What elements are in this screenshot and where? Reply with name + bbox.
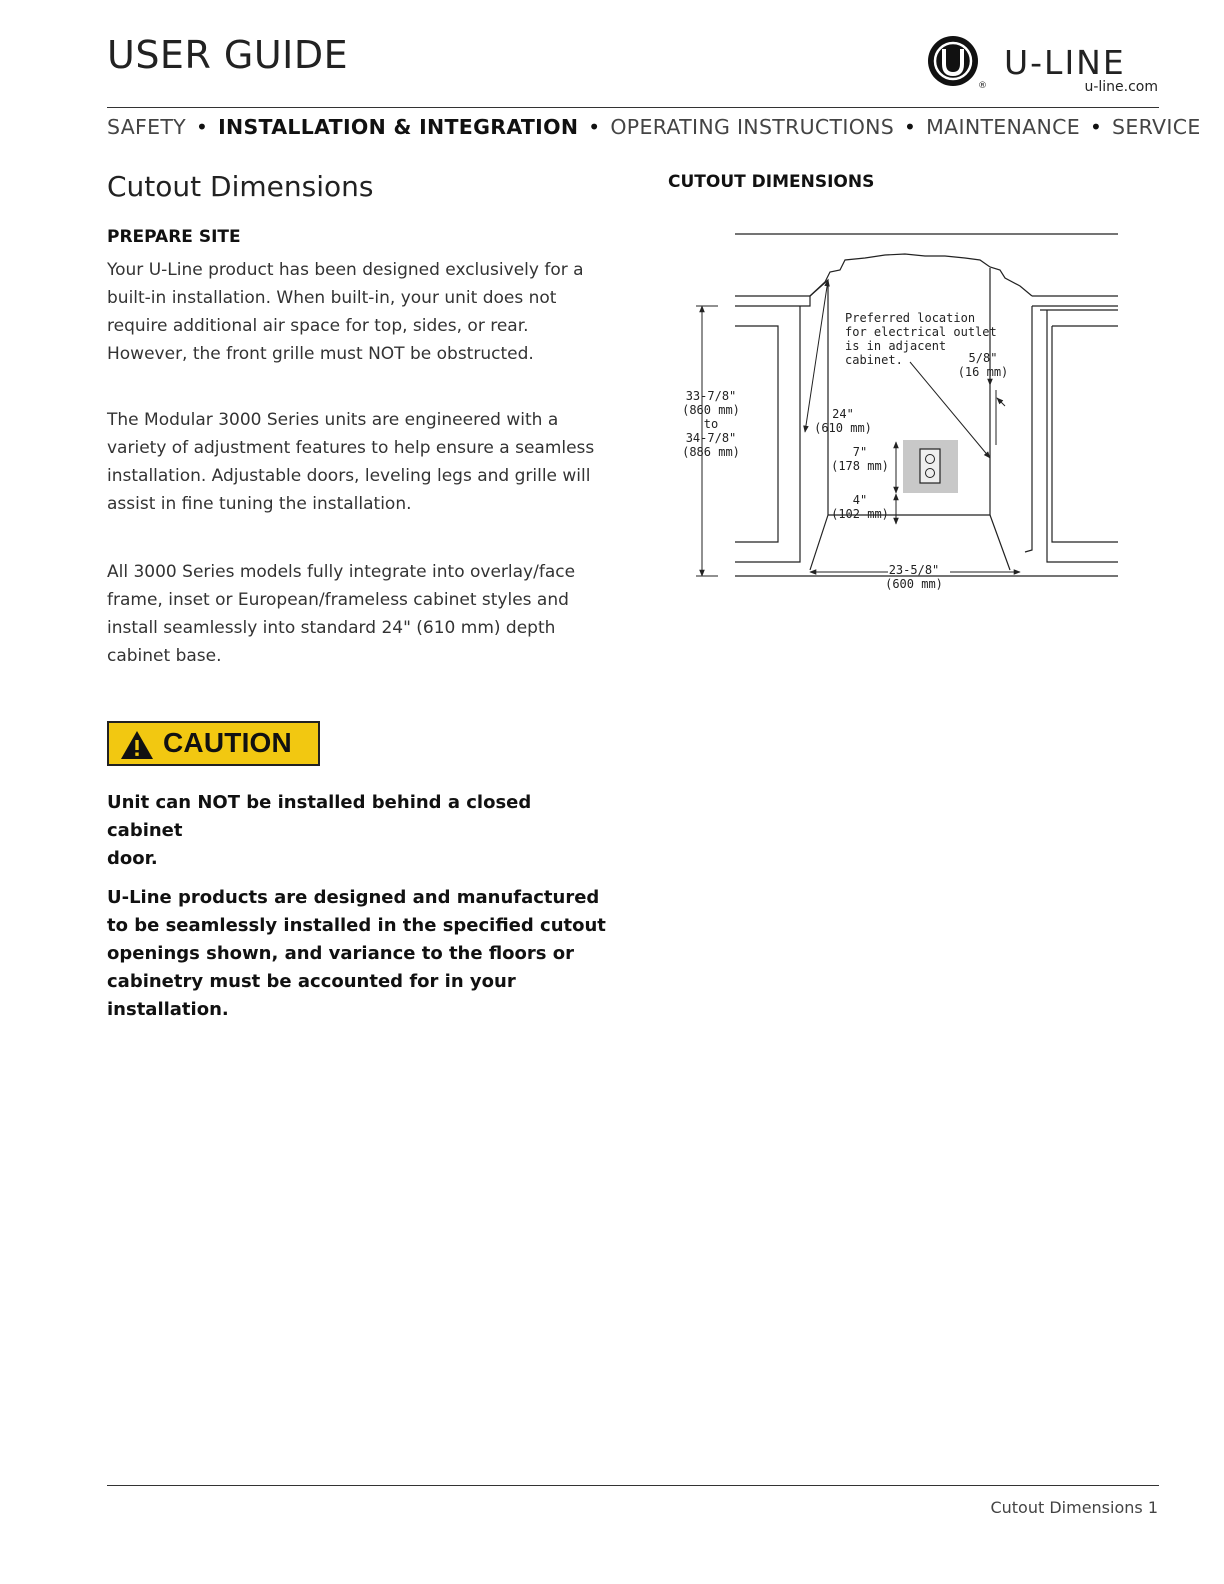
svg-text:(860 mm): (860 mm) xyxy=(682,403,740,417)
svg-text:(102 mm): (102 mm) xyxy=(831,507,889,521)
svg-text:(178 mm): (178 mm) xyxy=(831,459,889,473)
paragraph-integration: All 3000 Series models fully integrate into overlay/face frame, inset or European/frameless cabinet styles and install seamlessly into standard 24" (610 mm) depth cabinet base. xyxy=(107,562,576,666)
prepare-site-heading: PREPARE SITE xyxy=(107,227,241,247)
document-title: USER GUIDE xyxy=(107,33,349,77)
nav-separator: • xyxy=(1089,115,1103,139)
cabinet-linework xyxy=(735,234,1118,576)
nav-separator: • xyxy=(195,115,209,139)
paragraph-design: Your U-Line product has been designed exclusively for a built-in installation. When built-in, your unit does not require additional air space for top, sides, or rear. However, the front grille must NOT be obstructed. xyxy=(107,260,584,364)
svg-text:(16 mm): (16 mm) xyxy=(957,365,1009,379)
svg-text:(610 mm): (610 mm) xyxy=(814,421,872,435)
brand-url: u-line.com xyxy=(1084,79,1158,95)
section-title: Cutout Dimensions xyxy=(107,170,374,203)
svg-text:(886 mm): (886 mm) xyxy=(682,445,740,459)
svg-text:23-5/8": 23-5/8" xyxy=(888,563,940,577)
caution-label xyxy=(107,721,320,766)
svg-text:cabinet.: cabinet. xyxy=(845,353,903,367)
caution-text: CAUTION xyxy=(163,727,292,758)
footer-divider xyxy=(107,1485,1159,1486)
side-gap-label xyxy=(958,351,1009,379)
nav-item-operating: OPERATING INSTRUCTIONS xyxy=(610,115,895,139)
chapter-nav xyxy=(107,115,1201,139)
outlet-height-label xyxy=(831,445,889,473)
nav-separator: • xyxy=(903,115,917,139)
nav-item-safety: SAFETY xyxy=(107,115,187,139)
cutout-dimensions-diagram xyxy=(660,220,1130,600)
outlet-floor-label xyxy=(831,493,889,521)
nav-item-maintenance: MAINTENANCE xyxy=(926,115,1080,139)
figure-title: CUTOUT DIMENSIONS xyxy=(668,172,875,192)
svg-text:to: to xyxy=(703,417,719,431)
svg-text:for electrical outlet: for electrical outlet xyxy=(845,325,997,339)
page-footer: Cutout Dimensions 1 xyxy=(990,1498,1158,1517)
registered-mark: ® xyxy=(978,81,987,91)
svg-text:24": 24" xyxy=(832,407,854,421)
svg-text:Preferred location: Preferred location xyxy=(845,311,976,325)
caution-note-cutout-variance: U-Line products are designed and manufactured to be seamlessly installed in the specified cutout openings shown, and variance to the floors or cabinetry must be accounted for in your installation. xyxy=(107,887,606,1020)
nav-item-service: SERVICE xyxy=(1112,115,1201,139)
svg-text:(600 mm): (600 mm) xyxy=(885,577,943,591)
nav-item-installation-active: INSTALLATION & INTEGRATION xyxy=(218,115,579,139)
warning-triangle-icon xyxy=(120,730,154,760)
header-divider xyxy=(107,107,1159,108)
svg-text:is in adjacent: is in adjacent xyxy=(845,339,947,353)
brand-wordmark: U-LINE xyxy=(1004,43,1126,82)
nav-separator: • xyxy=(588,115,601,139)
svg-text:4": 4" xyxy=(852,493,868,507)
paragraph-adjustment: The Modular 3000 Series units are engineered with a variety of adjustment features to help ensure a seamless installation. Adjustable doors, leveling legs and grille will assist in fine tuning the installation. xyxy=(107,410,595,514)
svg-text:5/8": 5/8" xyxy=(968,351,998,365)
height-dimension-label xyxy=(682,389,740,459)
svg-text:7": 7" xyxy=(852,445,868,459)
svg-text:33-7/8": 33-7/8" xyxy=(685,389,737,403)
caution-note-cabinet-door: Unit can NOT be installed behind a closed cabinet door. xyxy=(107,792,532,869)
svg-text:34-7/8": 34-7/8" xyxy=(685,431,737,445)
depth-dimension-label xyxy=(814,407,872,435)
width-dimension-label xyxy=(885,563,943,591)
